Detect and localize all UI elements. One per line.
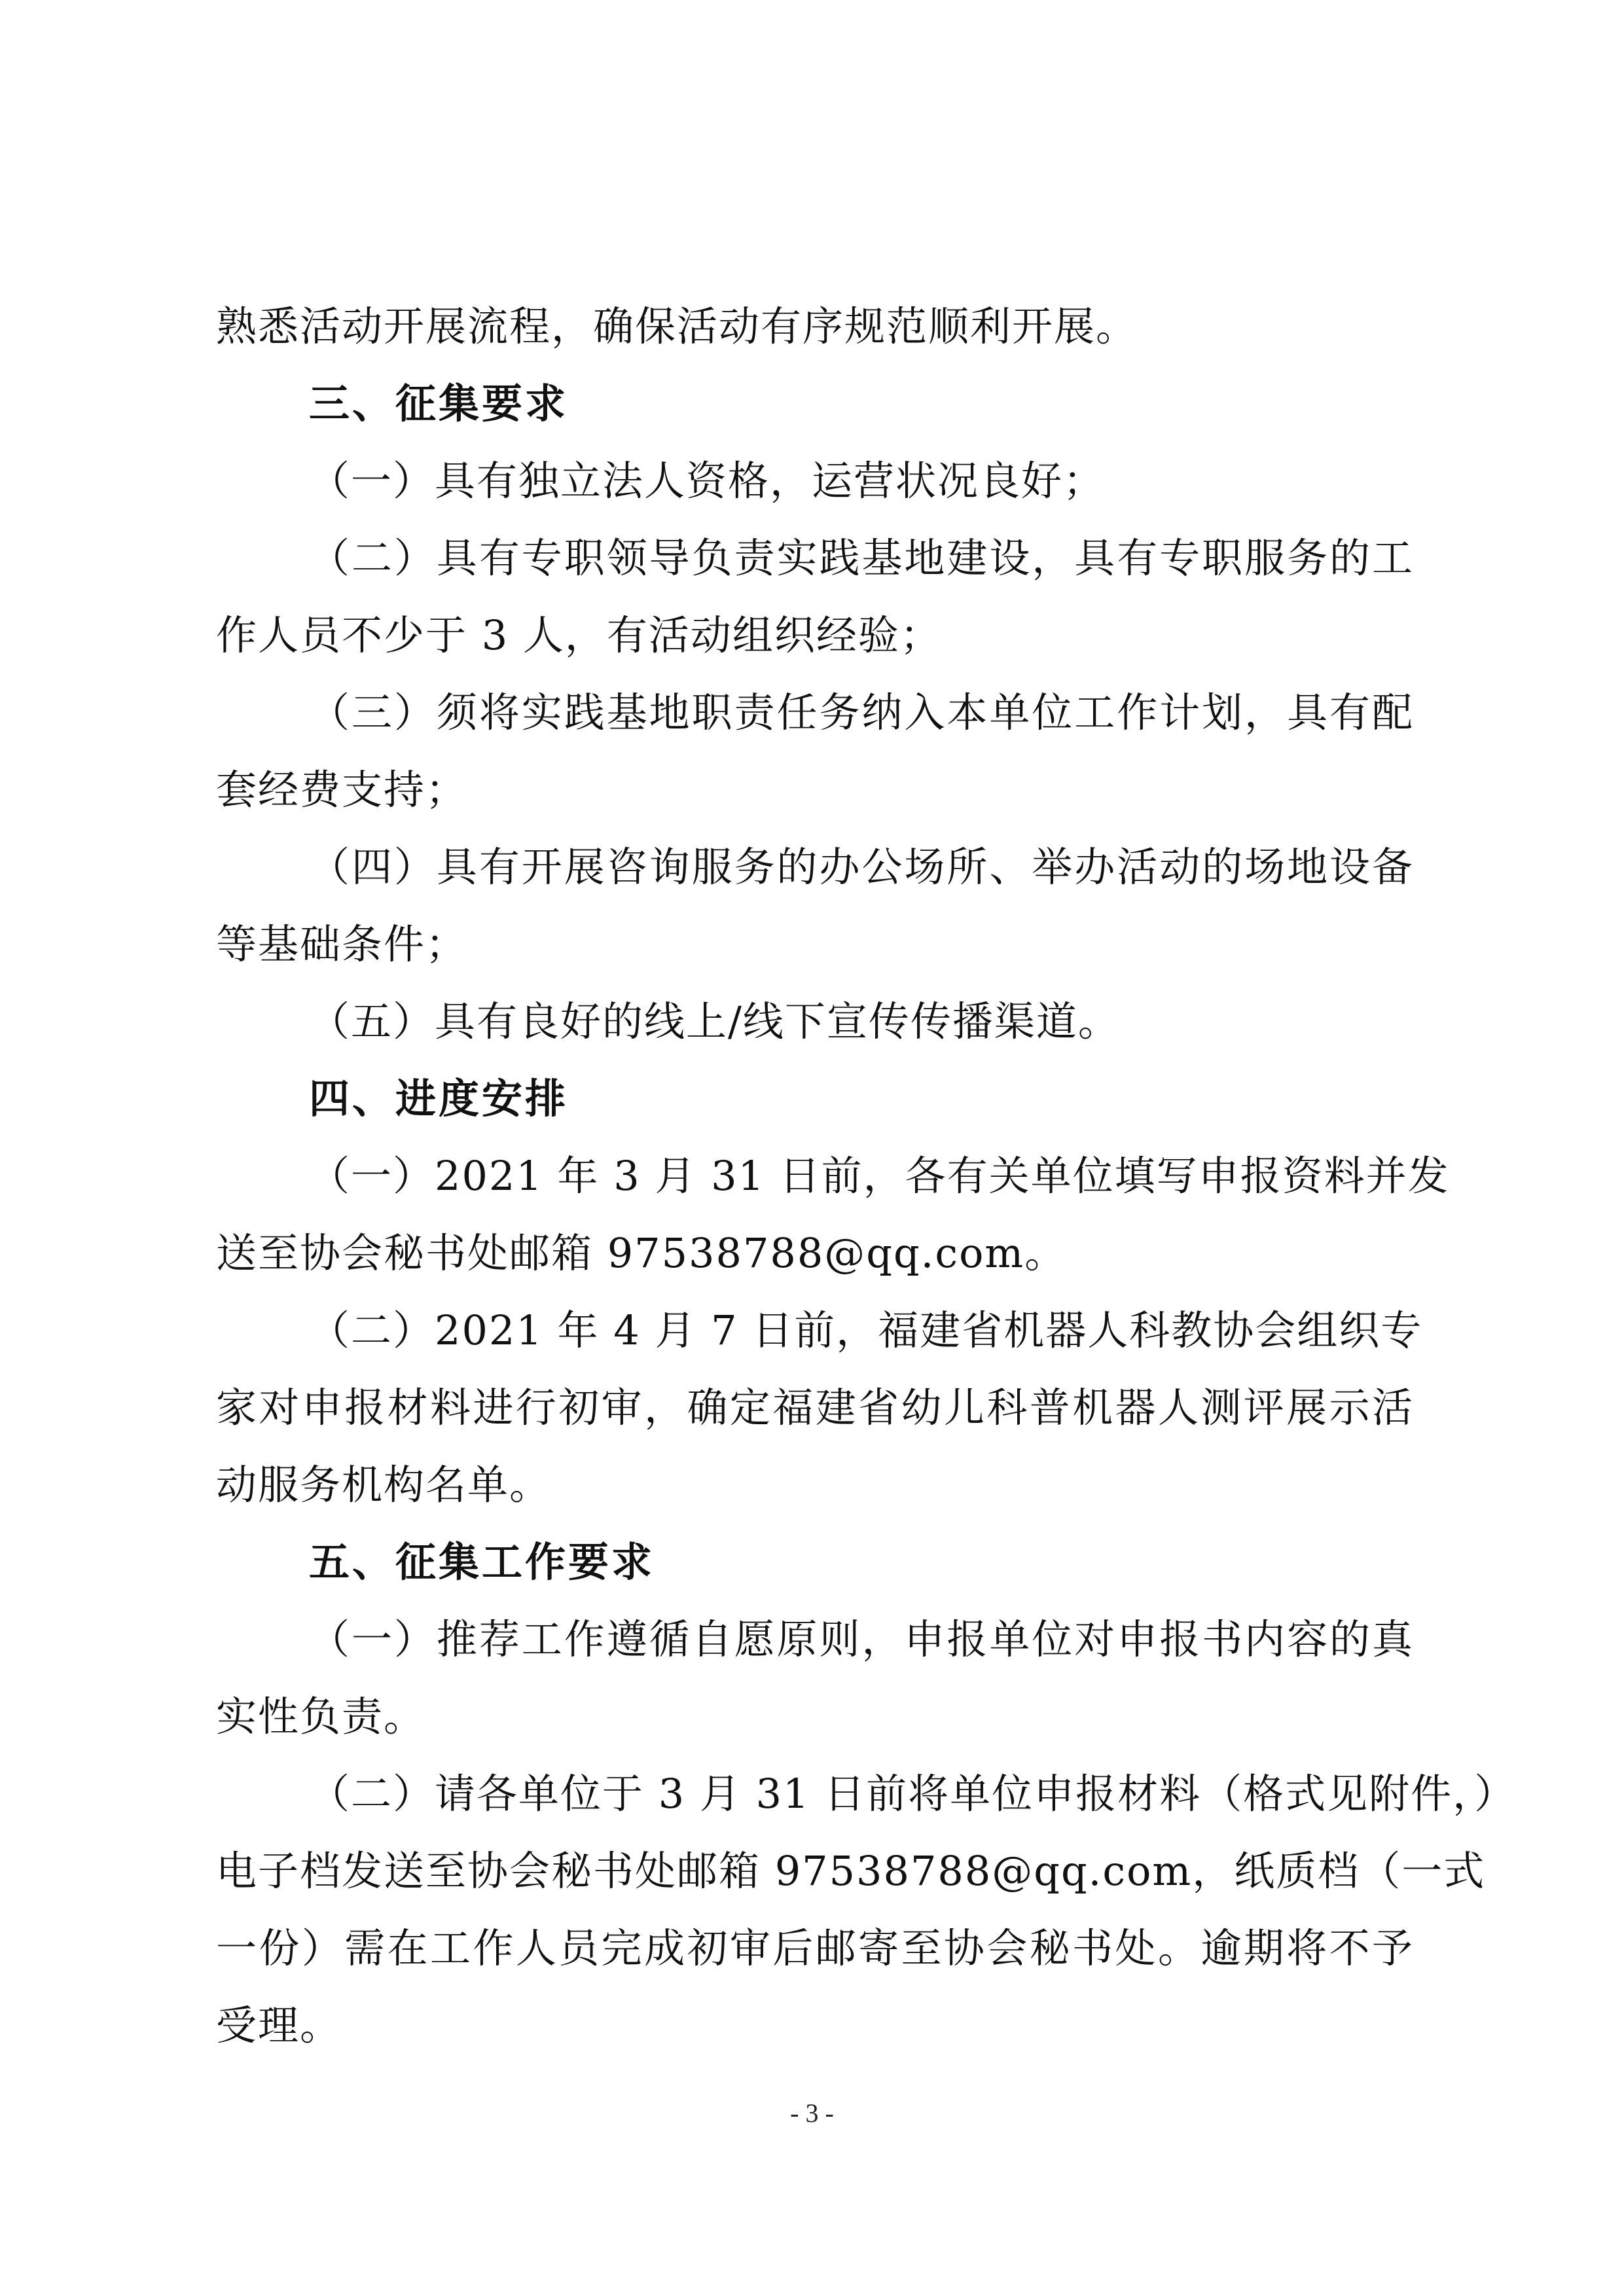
section-heading-requirements: 三、征集要求	[309, 380, 569, 427]
paragraph-line: （二）具有专职领导负责实践基地建设，具有专职服务的工	[309, 534, 1414, 582]
paragraph-line: （一）具有独立法人资格，运营状况良好；	[309, 457, 1106, 505]
paragraph-line: 电子档发送至协会秘书处邮箱 97538788@qq.com，纸质档（一式	[216, 1847, 1486, 1895]
document-body	[216, 288, 1517, 2064]
paragraph-line: （三）须将实践基地职责任务纳入本单位工作计划，具有配	[309, 689, 1414, 736]
paragraph-line: （二）请各单位于 3 月 31 日前将单位申报材料（格式见附件，）	[309, 1770, 1517, 1818]
paragraph-line: 动服务机构名单。	[216, 1461, 552, 1509]
paragraph-line: 作人员不少于 3 人，有活动组织经验；	[216, 611, 942, 659]
paragraph-line: 一份）需在工作人员完成初审后邮寄至协会秘书处。逾期将不予	[216, 1924, 1414, 1972]
paragraph-line: 受理。	[216, 2001, 342, 2049]
section-heading-schedule: 四、进度安排	[309, 1075, 569, 1122]
paragraph-line: （五）具有良好的线上/线下宣传传播渠道。	[309, 997, 1120, 1045]
paragraph-line: 送至协会秘书处邮箱 97538788@qq.com。	[216, 1229, 1067, 1277]
page-number: - 3 -	[790, 2098, 834, 2128]
paragraph-line: （二）2021 年 4 月 7 日前，福建省机器人科教协会组织专	[309, 1306, 1423, 1354]
paragraph-line: 等基础条件；	[216, 920, 468, 968]
paragraph-line: 家对申报材料进行初审，确定福建省幼儿科普机器人测评展示活	[216, 1384, 1414, 1431]
paragraph-line: （一）2021 年 3 月 31 日前，各有关单位填写申报资料并发	[309, 1152, 1450, 1200]
paragraph-line: 套经费支持；	[216, 766, 468, 814]
paragraph-line: （四）具有开展咨询服务的办公场所、举办活动的场地设备	[309, 843, 1414, 891]
paragraph-line: 熟悉活动开展流程，确保活动有序规范顺利开展。	[216, 302, 1138, 350]
paragraph-line: 实性负责。	[216, 1693, 426, 1740]
section-heading-work-requirements: 五、征集工作要求	[309, 1538, 655, 1586]
paragraph-line: （一）推荐工作遵循自愿原则，申报单位对申报书内容的真	[309, 1615, 1414, 1663]
